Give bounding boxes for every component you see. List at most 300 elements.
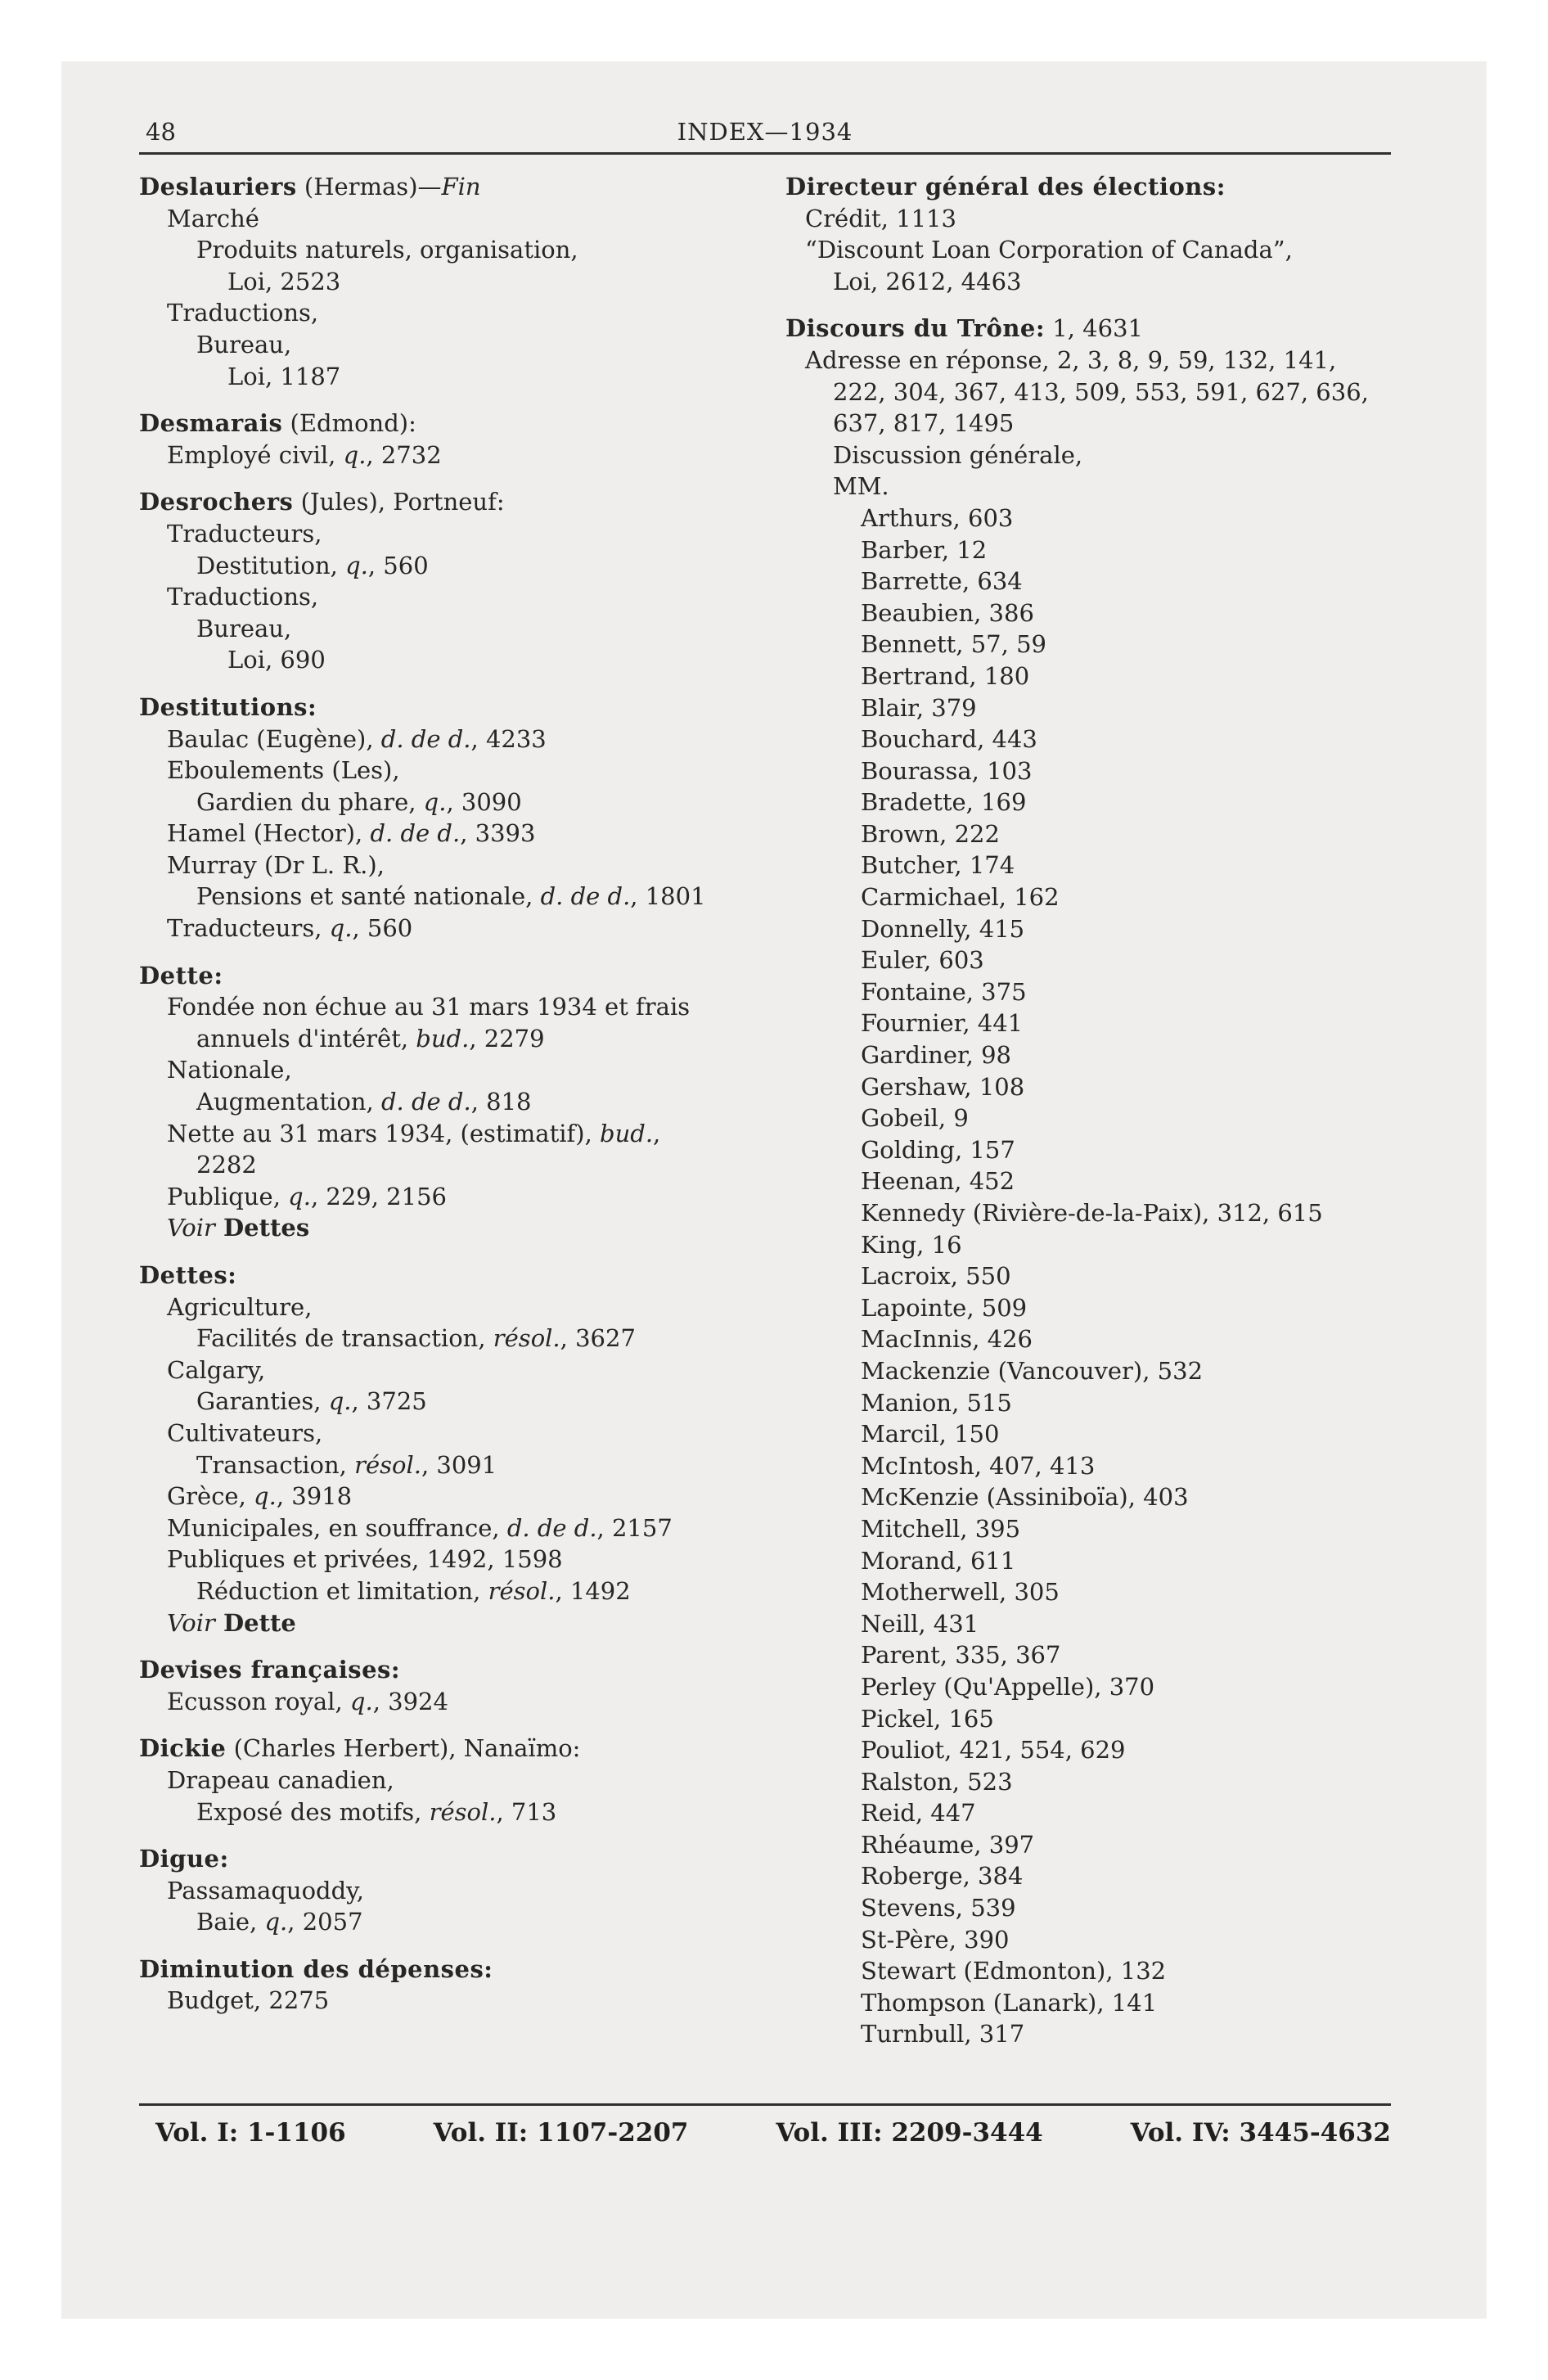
entry-subline: [139, 550, 761, 582]
entry-heading: [139, 408, 761, 439]
entry-heading: [139, 171, 761, 203]
subline-abbrev: q.: [328, 1387, 352, 1416]
entry-heading-term: Dette:: [139, 961, 223, 989]
entry-subline: [139, 1086, 761, 1118]
index-entry: [139, 692, 761, 944]
subline-refs: , 2279: [469, 1024, 545, 1053]
subline-text: Garanties,: [196, 1387, 329, 1416]
entry-subline: [139, 266, 761, 298]
entry-subline: [139, 581, 761, 613]
entry-subline: [139, 1765, 761, 1796]
entry-subline: [139, 1386, 761, 1418]
subline-text: Produits naturels, organisation,: [196, 236, 578, 264]
entry-subline: [139, 850, 761, 881]
subline-text: Bureau,: [196, 614, 292, 642]
index-entry: [785, 171, 1391, 297]
entry-heading-term: Discours du Trône:: [785, 314, 1046, 343]
entry-subline: [785, 1355, 1391, 1387]
subline-text: Budget, 2275: [167, 1986, 330, 2015]
subline-refs: , 1492: [555, 1576, 631, 1605]
entry-subline: [139, 1181, 761, 1213]
subline-text: Stewart (Edmonton), 132: [861, 1957, 1167, 1986]
page-header: [139, 106, 1391, 152]
subline-refs: , 3918: [276, 1482, 353, 1511]
entry-subline: [785, 1797, 1391, 1829]
subline-text: 637, 817, 1495: [833, 409, 1015, 438]
entry-subline: [139, 1512, 761, 1544]
entry-subline: [785, 439, 1391, 471]
volume-footer: [155, 2118, 1391, 2148]
subline-text: “Discount Loan Corporation of Canada”,: [805, 236, 1293, 264]
entry-heading: [139, 960, 761, 992]
entry-subline: [785, 1987, 1391, 2019]
subline-refs: , 818: [470, 1088, 532, 1116]
entry-subline: [785, 1229, 1391, 1261]
entry-subline: [785, 1608, 1391, 1640]
entry-subline: [139, 991, 761, 1023]
entry-heading-term: Destitutions:: [139, 692, 317, 721]
subline-text: Calgary,: [167, 1355, 266, 1384]
subline-text: Adresse en réponse, 2, 3, 8, 9, 59, 132, 141,: [805, 345, 1337, 374]
entry-heading: [139, 486, 761, 518]
subline-abbrev: résol.: [493, 1324, 560, 1353]
entry-subline: [139, 1985, 761, 2017]
subline-text: Butcher, 174: [861, 851, 1015, 880]
subline-text: Réduction et limitation,: [196, 1576, 488, 1605]
subline-abbrev: q.: [345, 551, 368, 579]
entry-subline: [785, 1513, 1391, 1545]
subline-text: Baulac (Eugène),: [167, 724, 381, 753]
entry-subline: [139, 1323, 761, 1355]
subline-text: Eboulements (Les),: [167, 756, 400, 785]
cross-reference-target: Dette: [214, 1608, 296, 1637]
entry-subline: [785, 1576, 1391, 1608]
entry-subline: [785, 1734, 1391, 1766]
entry-subline: [139, 818, 761, 850]
subline-text: Thompson (Lanark), 141: [861, 1988, 1158, 2017]
subline-text: Neill, 431: [861, 1609, 979, 1638]
entry-subline: [785, 1039, 1391, 1071]
entry-subline: [139, 1054, 761, 1086]
subline-text: Crédit, 1113: [805, 204, 956, 232]
entry-subline: [785, 913, 1391, 945]
entry-heading: [139, 692, 761, 723]
subline-text: Loi, 1187: [227, 362, 341, 390]
subline-text: King, 16: [861, 1230, 962, 1259]
subline-text: Golding, 157: [861, 1135, 1015, 1164]
subline-abbrev: bud.: [600, 1119, 654, 1147]
subline-text: Roberge, 384: [861, 1862, 1024, 1891]
subline-text: Municipales, en souffrance,: [167, 1513, 507, 1542]
entry-heading-term: Desmarais: [139, 409, 283, 438]
subline-abbrev: résol.: [429, 1797, 497, 1826]
subline-text: Marcil, 150: [861, 1420, 1000, 1449]
entry-subline: [139, 1875, 761, 1907]
volume-4-range: Vol. IV: 3445-4632: [1130, 2118, 1391, 2148]
subline-text: Traductions,: [167, 583, 319, 611]
subline-text: Brown, 222: [861, 819, 1000, 848]
subline-abbrev: d. de d.: [506, 1513, 597, 1542]
subline-text: Manion, 515: [861, 1388, 1012, 1417]
subline-text: Heenan, 452: [861, 1167, 1015, 1196]
entry-subline: [139, 1118, 761, 1150]
entry-subline: [139, 1575, 761, 1607]
entry-subline: [139, 755, 761, 787]
subline-text: Destitution,: [196, 551, 346, 579]
subline-text: Gardien du phare,: [196, 787, 424, 816]
entry-subline: [785, 534, 1391, 566]
subline-text: Pickel, 165: [861, 1704, 994, 1733]
entry-subline: [785, 1102, 1391, 1134]
entry-subline: [785, 1924, 1391, 1956]
entry-subline: [139, 1418, 761, 1449]
subline-abbrev: q.: [264, 1908, 288, 1936]
volume-3-range: Vol. III: 2209-3444: [776, 2118, 1043, 2148]
subline-refs: , 3725: [351, 1387, 427, 1416]
entry-subline: [785, 2018, 1391, 2050]
entry-heading-qualifier: (Jules), Portneuf:: [293, 488, 505, 516]
subline-text: Nationale,: [167, 1056, 292, 1084]
entry-subline: [785, 818, 1391, 850]
entry-subline: [139, 1449, 761, 1481]
subline-text: Loi, 2612, 4463: [833, 267, 1022, 295]
subline-text: Beaubien, 386: [861, 598, 1034, 627]
index-columns: [139, 171, 1391, 2111]
subline-text: Lapointe, 509: [861, 1293, 1028, 1322]
entry-subline: [785, 1703, 1391, 1735]
subline-text: Rhéaume, 397: [861, 1830, 1035, 1859]
entry-subline: [785, 597, 1391, 629]
entry-subline: [785, 1481, 1391, 1513]
entry-heading: [139, 1954, 761, 1986]
entry-subline: [785, 266, 1391, 298]
entry-subline: [785, 881, 1391, 913]
subline-text: Gardiner, 98: [861, 1041, 1012, 1070]
subline-abbrev: résol.: [354, 1450, 421, 1479]
entry-subline: [139, 1906, 761, 1938]
entry-subline: [785, 787, 1391, 818]
entry-heading-term: Deslauriers: [139, 173, 297, 201]
entry-heading-term: Diminution des dépenses:: [139, 1954, 493, 1983]
entry-subline: [139, 1212, 761, 1244]
subline-abbrev: résol.: [488, 1576, 556, 1605]
entry-heading-italic: Fin: [441, 173, 481, 201]
entry-subline: [785, 1165, 1391, 1197]
subline-text: Fournier, 441: [861, 1009, 1024, 1038]
entry-subline: [785, 1007, 1391, 1039]
subline-text: Loi, 690: [227, 646, 326, 674]
subline-text: Fontaine, 375: [861, 977, 1027, 1006]
subline-abbrev: q.: [254, 1482, 277, 1511]
subline-text: Turnbull, 317: [861, 2020, 1025, 2049]
entry-heading-term: Digue:: [139, 1845, 229, 1873]
index-entry: [139, 1654, 761, 1717]
entry-subline: [139, 329, 761, 361]
subline-text: Motherwell, 305: [861, 1578, 1060, 1607]
entry-heading: [139, 1843, 761, 1875]
entry-subline: [785, 203, 1391, 235]
subline-text: Ecusson royal,: [167, 1687, 350, 1715]
footer-rule: [139, 2103, 1391, 2106]
entry-subline: [785, 1418, 1391, 1450]
cross-reference-target: Dettes: [214, 1214, 310, 1242]
entry-subline: [139, 1149, 761, 1181]
subline-text: Traducteurs,: [167, 914, 330, 943]
entry-subline: [785, 1323, 1391, 1355]
volume-2-range: Vol. II: 1107-2207: [433, 2118, 689, 2148]
entry-subline: [785, 723, 1391, 755]
entry-subline: [785, 629, 1391, 660]
subline-text: Pensions et santé nationale,: [196, 882, 541, 911]
entry-subline: [785, 1071, 1391, 1103]
entry-subline: [139, 361, 761, 393]
subline-abbrev: d. de d.: [380, 1088, 471, 1116]
subline-refs: , 3090: [446, 787, 522, 816]
index-page: [139, 106, 1391, 2148]
subline-abbrev: q.: [349, 1687, 373, 1715]
left-column: [139, 171, 761, 2032]
subline-text: Employé civil,: [167, 440, 344, 469]
subline-refs: , 2157: [596, 1513, 673, 1542]
subline-text: Traducteurs,: [167, 519, 322, 548]
subline-text: Baie,: [196, 1908, 265, 1936]
entry-subline: [785, 1134, 1391, 1166]
entry-subline: [139, 1607, 761, 1639]
subline-text: MM.: [833, 472, 889, 501]
subline-text: St-Père, 390: [861, 1925, 1010, 1954]
entry-subline: [785, 755, 1391, 787]
subline-abbrev: q.: [288, 1182, 311, 1210]
entry-subline: [785, 503, 1391, 534]
subline-refs: , 4233: [470, 724, 547, 753]
subline-text: Transaction,: [196, 1450, 355, 1479]
subline-text: Agriculture,: [167, 1292, 313, 1321]
right-column: [785, 171, 1391, 2066]
entry-subline: [785, 566, 1391, 597]
subline-text: Publiques et privées, 1492, 1598: [167, 1545, 563, 1574]
subline-abbrev: q.: [343, 440, 367, 469]
subline-text: Augmentation,: [196, 1088, 381, 1116]
subline-text: Blair, 379: [861, 693, 977, 722]
subline-text: McKenzie (Assiniboïa), 403: [861, 1483, 1189, 1512]
index-entry: [139, 408, 761, 471]
subline-text: Loi, 2523: [227, 267, 341, 295]
subline-text: Bouchard, 443: [861, 725, 1037, 754]
index-entry: [139, 960, 761, 1244]
entry-subline: [785, 1766, 1391, 1798]
subline-text: Morand, 611: [861, 1546, 1016, 1575]
entry-heading: [139, 1260, 761, 1291]
entry-subline: [785, 660, 1391, 692]
subline-text: Gobeil, 9: [861, 1104, 969, 1133]
subline-text: Pouliot, 421, 554, 629: [861, 1736, 1126, 1765]
entry-subline: [139, 644, 761, 676]
entry-subline: [139, 913, 761, 944]
entry-subline: [785, 692, 1391, 724]
entry-heading: [785, 171, 1391, 203]
subline-refs: , 2057: [287, 1908, 363, 1936]
entry-subline: [139, 787, 761, 818]
subline-text: Hamel (Hector),: [167, 819, 371, 848]
entry-subline: [785, 1260, 1391, 1292]
subline-text: Mackenzie (Vancouver), 532: [861, 1356, 1204, 1385]
subline-text: Bradette, 169: [861, 788, 1027, 817]
index-entry: [139, 1733, 761, 1828]
entry-heading: [139, 1654, 761, 1686]
entry-subline: [139, 881, 761, 913]
entry-subline: [139, 613, 761, 645]
entry-subline: [139, 1291, 761, 1323]
entry-subline: [785, 1892, 1391, 1924]
subline-refs: , 1801: [630, 882, 706, 911]
index-entry: [139, 486, 761, 676]
subline-text: Cultivateurs,: [167, 1418, 323, 1447]
entry-subline: [139, 518, 761, 550]
subline-text: Drapeau canadien,: [167, 1765, 394, 1794]
subline-text: Barber, 12: [861, 535, 988, 564]
subline-refs: , 560: [352, 914, 413, 943]
entry-subline: [785, 471, 1391, 503]
subline-text: Discussion générale,: [833, 440, 1083, 469]
subline-text: Lacroix, 550: [861, 1262, 1011, 1291]
entry-subline: [785, 850, 1391, 881]
subline-refs: , 560: [367, 551, 429, 579]
subline-text: Euler, 603: [861, 946, 984, 975]
subline-text: Kennedy (Rivière-de-la-Paix), 312, 615: [861, 1199, 1323, 1227]
page-title: INDEX—1934: [677, 118, 853, 146]
entry-heading-term: Devises françaises:: [139, 1656, 401, 1684]
subline-text: Facilités de transaction,: [196, 1324, 493, 1353]
entry-subline: [785, 1955, 1391, 1987]
entry-subline: [139, 203, 761, 235]
entry-heading-term: Directeur général des élections:: [785, 173, 1226, 201]
subline-refs: , 229, 2156: [310, 1182, 447, 1210]
subline-refs: , 3091: [421, 1450, 497, 1479]
subline-abbrev: q.: [329, 914, 353, 943]
entry-heading-qualifier: (Hermas)—: [296, 173, 442, 201]
subline-text: 222, 304, 367, 413, 509, 553, 591, 627, 636,: [833, 377, 1369, 406]
entry-subline: [785, 1387, 1391, 1419]
entry-subline: [785, 234, 1391, 266]
entry-subline: [139, 1355, 761, 1386]
entry-heading: [139, 1733, 761, 1765]
subline-text: 2282: [196, 1151, 257, 1179]
index-entry: [139, 1260, 761, 1639]
subline-text: Fondée non échue au 31 mars 1934 et frais: [167, 993, 691, 1021]
subline-text: Ralston, 523: [861, 1767, 1013, 1796]
subline-text: Bourassa, 103: [861, 756, 1033, 785]
subline-text: MacInnis, 426: [861, 1325, 1033, 1354]
index-entry: [139, 171, 761, 392]
entry-subline: [785, 1197, 1391, 1229]
entry-heading-qualifier: (Edmond):: [282, 409, 416, 438]
entry-subline: [139, 234, 761, 266]
index-entry: [139, 1843, 761, 1938]
subline-text: Barrette, 634: [861, 567, 1023, 596]
subline-text: McIntosh, 407, 413: [861, 1451, 1096, 1480]
entry-subline: [785, 1671, 1391, 1703]
subline-text: Reid, 447: [861, 1799, 976, 1828]
subline-text: annuels d'intérêt,: [196, 1024, 416, 1053]
entry-subline: [785, 1545, 1391, 1577]
subline-text: Arthurs, 603: [861, 503, 1014, 532]
subline-abbrev: d. de d.: [370, 819, 461, 848]
entry-subline: [785, 1829, 1391, 1861]
subline-text: Stevens, 539: [861, 1894, 1016, 1922]
entry-subline: [785, 1639, 1391, 1671]
subline-text: Bertrand, 180: [861, 661, 1030, 690]
entry-subline: [139, 1686, 761, 1718]
subline-text: Mitchell, 395: [861, 1514, 1021, 1543]
entry-subline: [785, 1860, 1391, 1892]
subline-text: Passamaquoddy,: [167, 1876, 364, 1904]
subline-abbrev: d. de d.: [540, 882, 631, 911]
entry-subline: [785, 408, 1391, 439]
subline-refs: , 2732: [366, 440, 442, 469]
entry-subline: [785, 376, 1391, 408]
entry-subline: [785, 345, 1391, 376]
entry-subline: [785, 1292, 1391, 1324]
entry-subline: [139, 439, 761, 471]
subline-abbrev: q.: [423, 787, 447, 816]
entry-subline: [139, 1544, 761, 1575]
subline-refs: , 3924: [372, 1687, 448, 1715]
subline-refs: , 713: [496, 1797, 557, 1826]
subline-text: Murray (Dr L. R.),: [167, 850, 385, 879]
index-entry: [139, 1954, 761, 2017]
subline-abbrev: d. de d.: [380, 724, 471, 753]
entry-heading-qualifier: (Charles Herbert), Nanaïmo:: [226, 1734, 581, 1763]
entry-subline: [139, 1796, 761, 1828]
entry-subline: [139, 1023, 761, 1055]
entry-subline: [139, 723, 761, 755]
entry-subline: [785, 1450, 1391, 1482]
subline-refs: ,: [653, 1119, 661, 1147]
cross-reference-voir: Voir: [167, 1214, 215, 1242]
subline-refs: , 3627: [560, 1324, 636, 1353]
index-entry: [785, 313, 1391, 2050]
entry-heading-term: Dettes:: [139, 1261, 237, 1289]
subline-abbrev: bud.: [416, 1024, 470, 1053]
subline-text: Exposé des motifs,: [196, 1797, 430, 1826]
entry-subline: [785, 944, 1391, 976]
subline-text: Bennett, 57, 59: [861, 630, 1046, 659]
entry-subline: [139, 297, 761, 329]
subline-text: Carmichael, 162: [861, 883, 1060, 912]
entry-heading-term: Desrochers: [139, 488, 294, 516]
subline-text: Publique,: [167, 1182, 289, 1210]
entry-subline: [139, 1481, 761, 1512]
page-number: 48: [146, 118, 176, 146]
volume-1-range: Vol. I: 1-1106: [155, 2118, 346, 2148]
entry-heading: [785, 313, 1391, 345]
subline-text: Marché: [167, 204, 259, 232]
subline-refs: , 3393: [460, 819, 536, 848]
entry-heading-qualifier: 1, 4631: [1045, 314, 1143, 343]
subline-text: Nette au 31 mars 1934, (estimatif),: [167, 1119, 601, 1147]
header-rule: [139, 152, 1391, 155]
cross-reference-voir: Voir: [167, 1608, 215, 1637]
subline-text: Parent, 335, 367: [861, 1641, 1061, 1670]
entry-subline: [785, 976, 1391, 1008]
subline-text: Traductions,: [167, 299, 319, 327]
subline-text: Grèce,: [167, 1482, 254, 1511]
subline-text: Donnelly, 415: [861, 914, 1025, 943]
subline-text: Perley (Qu'Appelle), 370: [861, 1672, 1155, 1701]
subline-text: Gershaw, 108: [861, 1072, 1025, 1101]
entry-heading-term: Dickie: [139, 1734, 227, 1763]
subline-text: Bureau,: [196, 330, 292, 358]
